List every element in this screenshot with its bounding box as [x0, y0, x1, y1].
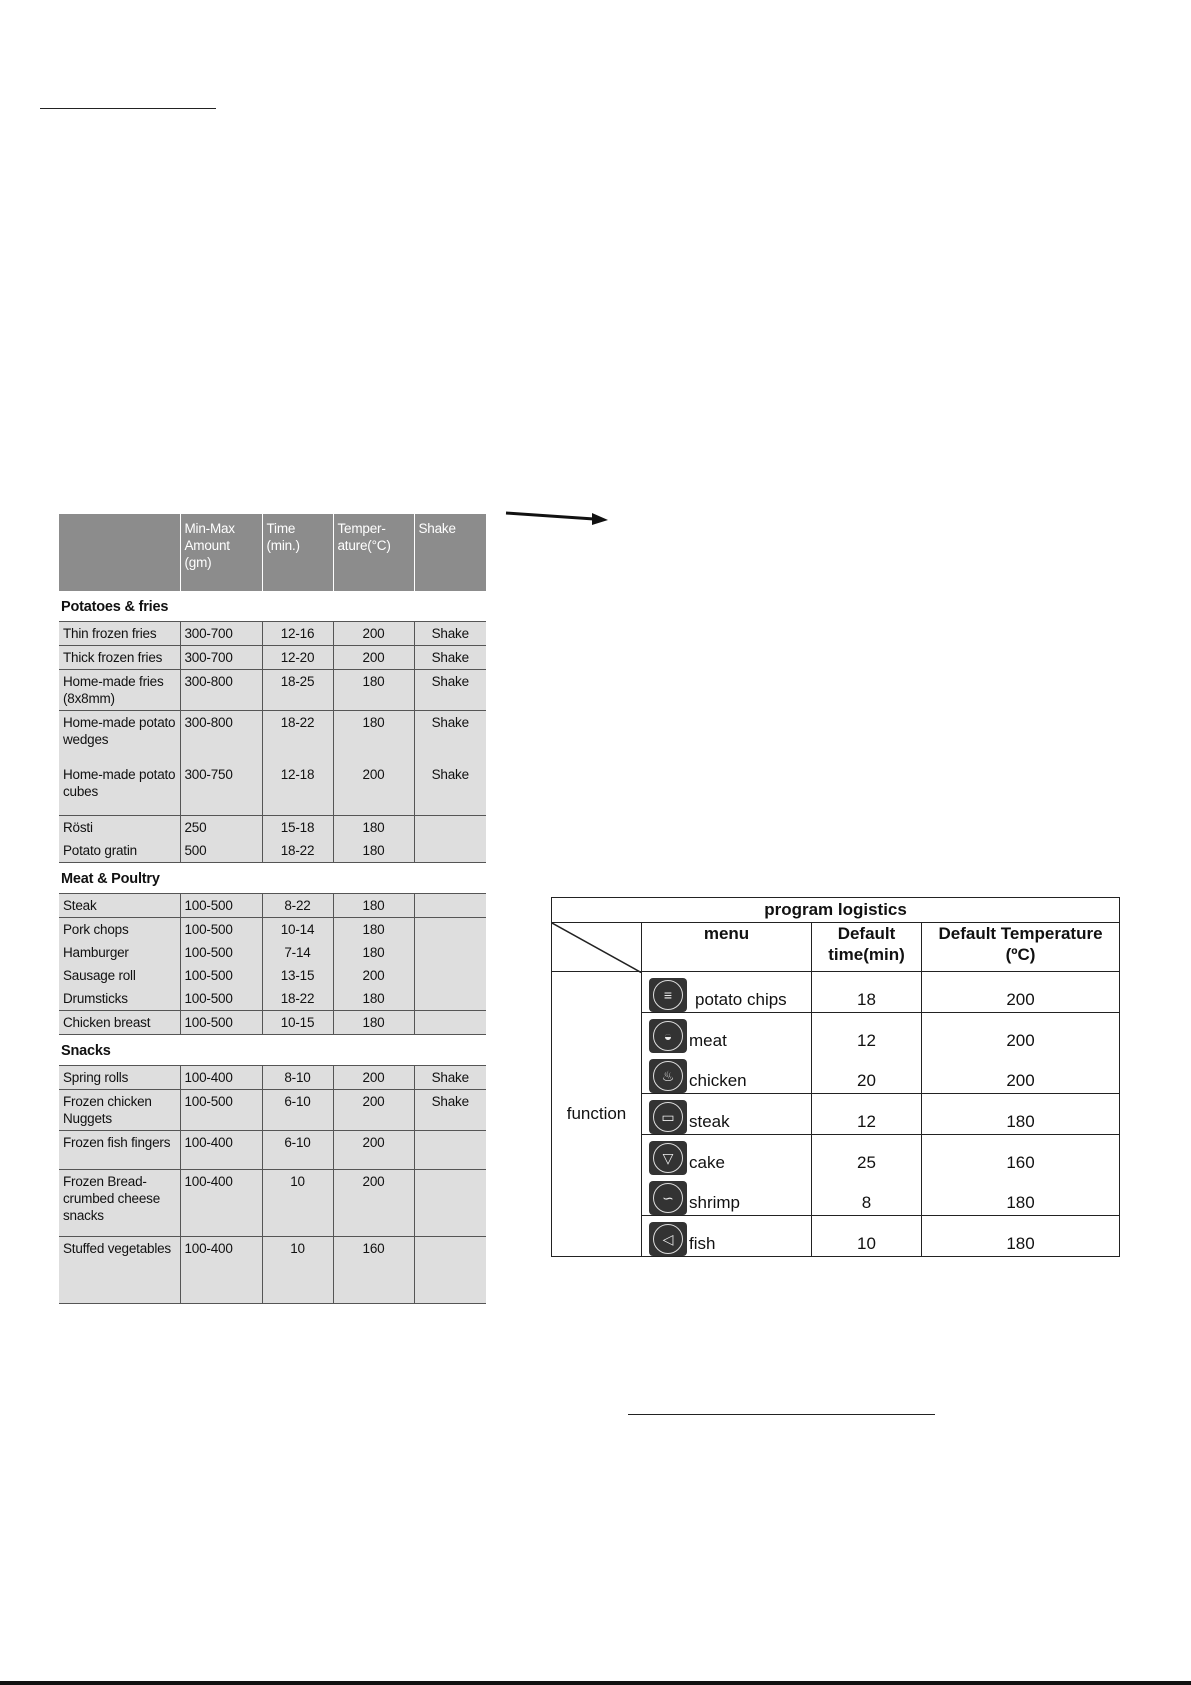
section-row [59, 863, 486, 894]
temperature-cell: 200 [333, 622, 414, 646]
menu-cell [642, 1013, 812, 1094]
food-cell: Home-made potato cubes [59, 763, 180, 816]
amount-cell: 100-500 [180, 964, 262, 987]
food-cell: Thick frozen fries [59, 646, 180, 670]
amount-cell: 100-500 [180, 941, 262, 964]
temperature-cell: 180 [333, 711, 414, 764]
menu-cell [642, 1216, 812, 1257]
section-title: Meat & Poultry [59, 863, 486, 894]
program-table [551, 897, 1120, 1257]
cooking-table-body [59, 591, 486, 1304]
header-temperature: Temper-ature(°C) [333, 514, 414, 591]
amount-cell: 300-800 [180, 670, 262, 711]
shake-cell [414, 894, 486, 918]
amount-cell: 100-400 [180, 1170, 262, 1237]
default-temperature-value: 180 [1006, 1112, 1035, 1131]
time-cell: 10-14 [262, 918, 333, 942]
menu-item-label: potato chips [695, 990, 787, 1009]
menu-item-label: chicken [689, 1071, 747, 1090]
program-group-row [552, 972, 1120, 1013]
temperature-cell: 180 [333, 987, 414, 1011]
default-time-value: 12 [857, 1112, 876, 1131]
food-cell: Hamburger [59, 941, 180, 964]
temperature-cell: 180 [333, 816, 414, 840]
temperature-cell: 200 [333, 1066, 414, 1090]
default-temperature-value: 180 [1006, 1193, 1035, 1212]
chicken-icon [649, 1059, 687, 1093]
menu-item [642, 1216, 811, 1256]
temperature-cell: 200 [333, 1090, 414, 1131]
food-cell: Rösti [59, 816, 180, 840]
time-cell: 18-22 [262, 987, 333, 1011]
table-row [59, 763, 486, 816]
amount-cell: 100-400 [180, 1066, 262, 1090]
default-temperature-value: 200 [1006, 990, 1035, 1009]
header-default-temperature: Default Temperature (ºC) [922, 923, 1120, 972]
shake-cell: Shake [414, 646, 486, 670]
temperature-cell: 180 [333, 670, 414, 711]
time-cell: 12-16 [262, 622, 333, 646]
temperature-cell: 180 [333, 839, 414, 863]
food-cell: Stuffed vegetables [59, 1237, 180, 1304]
meat-glyph: ◒ [653, 1021, 683, 1051]
amount-cell: 100-500 [180, 894, 262, 918]
table-row [59, 670, 486, 711]
food-cell: Steak [59, 894, 180, 918]
food-cell: Chicken breast [59, 1011, 180, 1035]
temperature-cell: 160 [333, 1237, 414, 1304]
fries-glyph: ≡ [653, 980, 683, 1010]
menu-item [642, 1135, 811, 1175]
time-cell [812, 1135, 922, 1216]
temperature-cell [922, 972, 1120, 1013]
amount-cell: 100-500 [180, 918, 262, 942]
section-row [59, 1035, 486, 1066]
table-row [59, 1011, 486, 1035]
temperature-cell: 200 [333, 763, 414, 816]
time-cell: 18-22 [262, 711, 333, 764]
menu-item-label: steak [689, 1112, 730, 1131]
table-row [59, 711, 486, 764]
shrimp-icon [649, 1181, 687, 1215]
food-cell: Frozen Bread-crumbed cheese snacks [59, 1170, 180, 1237]
table-row [59, 964, 486, 987]
temperature-cell [922, 1135, 1120, 1216]
shake-cell [414, 987, 486, 1011]
steak-glyph: ▭ [653, 1102, 683, 1132]
section-title: Snacks [59, 1035, 486, 1066]
food-cell: Spring rolls [59, 1066, 180, 1090]
temperature-cell: 180 [333, 1011, 414, 1035]
default-time-value: 10 [857, 1234, 876, 1253]
table-row [59, 1066, 486, 1090]
food-cell: Home-made potato wedges [59, 711, 180, 764]
page-bottom-band [0, 1681, 1191, 1685]
menu-item [642, 1175, 811, 1215]
shake-cell [414, 1237, 486, 1304]
program-table-container [551, 897, 1119, 1257]
time-cell: 12-20 [262, 646, 333, 670]
time-cell: 8-10 [262, 1066, 333, 1090]
food-cell: Potato gratin [59, 839, 180, 863]
time-cell [812, 1013, 922, 1094]
time-cell [812, 1094, 922, 1135]
shake-cell [414, 1170, 486, 1237]
food-cell: Home-made fries (8x8mm) [59, 670, 180, 711]
time-cell [812, 1216, 922, 1257]
shake-cell: Shake [414, 1090, 486, 1131]
menu-cell [642, 1135, 812, 1216]
time-cell: 10-15 [262, 1011, 333, 1035]
amount-cell: 100-500 [180, 1090, 262, 1131]
table-row [59, 941, 486, 964]
food-cell: Thin frozen fries [59, 622, 180, 646]
menu-cell [642, 972, 812, 1013]
fish-icon [649, 1222, 687, 1256]
table-row [59, 1237, 486, 1304]
menu-item [642, 972, 811, 1012]
temperature-cell: 180 [333, 918, 414, 942]
time-cell: 18-25 [262, 670, 333, 711]
time-cell: 15-18 [262, 816, 333, 840]
cake-icon [649, 1141, 687, 1175]
shake-cell [414, 1131, 486, 1170]
temperature-cell [922, 1094, 1120, 1135]
shake-cell: Shake [414, 670, 486, 711]
shake-cell: Shake [414, 763, 486, 816]
amount-cell: 300-700 [180, 646, 262, 670]
shake-cell [414, 1011, 486, 1035]
diagonal-header-cell [552, 923, 642, 972]
table-row [59, 1090, 486, 1131]
time-cell: 12-18 [262, 763, 333, 816]
header-food [59, 514, 180, 591]
food-cell: Pork chops [59, 918, 180, 942]
diagonal-line-icon [552, 923, 642, 973]
temperature-cell: 180 [333, 941, 414, 964]
default-temperature-value: 180 [1006, 1234, 1035, 1253]
temperature-cell: 180 [333, 894, 414, 918]
meat-icon [649, 1019, 687, 1053]
temperature-cell: 200 [333, 646, 414, 670]
header-menu: menu [642, 923, 812, 972]
header-shake: Shake [414, 514, 486, 591]
cooking-table-header [59, 514, 486, 591]
default-time-value: 25 [857, 1153, 876, 1172]
cake-glyph: ▽ [653, 1143, 683, 1173]
menu-item-label: fish [689, 1234, 716, 1253]
food-cell: Sausage roll [59, 964, 180, 987]
table-row [59, 646, 486, 670]
table-row [59, 894, 486, 918]
temperature-cell: 200 [333, 1170, 414, 1237]
food-cell: Frozen fish fingers [59, 1131, 180, 1170]
shake-cell [414, 918, 486, 942]
chicken-glyph: ♨ [653, 1061, 683, 1091]
default-time-value: 12 [857, 1031, 876, 1050]
fish-glyph: ◁ [653, 1224, 683, 1254]
default-time-value: 18 [857, 990, 876, 1009]
table-row [59, 1170, 486, 1237]
shake-cell: Shake [414, 711, 486, 764]
time-cell: 6-10 [262, 1090, 333, 1131]
menu-item [642, 1094, 811, 1134]
cooking-table-container [59, 514, 486, 1304]
time-cell: 18-22 [262, 839, 333, 863]
shake-cell: Shake [414, 1066, 486, 1090]
bottom-rule [628, 1414, 935, 1415]
program-table-body [552, 972, 1120, 1257]
fries-icon [649, 978, 687, 1012]
temperature-cell: 200 [333, 1131, 414, 1170]
menu-item-label: meat [689, 1031, 727, 1050]
amount-cell: 300-700 [180, 622, 262, 646]
top-rule [40, 108, 216, 109]
time-cell: 7-14 [262, 941, 333, 964]
food-cell: Drumsticks [59, 987, 180, 1011]
header-default-time: Default time(min) [812, 923, 922, 972]
amount-cell: 300-800 [180, 711, 262, 764]
time-cell: 10 [262, 1170, 333, 1237]
section-row [59, 591, 486, 622]
default-temperature-value: 160 [1006, 1153, 1035, 1172]
temperature-cell [922, 1013, 1120, 1094]
program-table-title: program logistics [552, 898, 1120, 923]
table-row [59, 918, 486, 942]
header-time: Time (min.) [262, 514, 333, 591]
time-cell: 10 [262, 1237, 333, 1304]
menu-item-label: cake [689, 1153, 725, 1172]
table-row [59, 839, 486, 863]
amount-cell: 500 [180, 839, 262, 863]
default-time-value: 8 [861, 1193, 872, 1212]
amount-cell: 300-750 [180, 763, 262, 816]
amount-cell: 100-500 [180, 987, 262, 1011]
shake-cell [414, 839, 486, 863]
shake-cell: Shake [414, 622, 486, 646]
temperature-cell: 200 [333, 964, 414, 987]
default-temperature-value: 200 [1006, 1031, 1035, 1050]
default-time-value: 20 [857, 1071, 876, 1090]
amount-cell: 100-400 [180, 1131, 262, 1170]
function-label: function [552, 972, 642, 1257]
menu-item-label: shrimp [689, 1193, 741, 1212]
shrimp-glyph: ∽ [653, 1183, 683, 1213]
steak-icon [649, 1100, 687, 1134]
shake-cell [414, 964, 486, 987]
time-cell [812, 972, 922, 1013]
menu-item [642, 1053, 811, 1093]
shake-cell [414, 941, 486, 964]
table-row [59, 816, 486, 840]
table-row [59, 1131, 486, 1170]
amount-cell: 250 [180, 816, 262, 840]
time-cell: 8-22 [262, 894, 333, 918]
menu-item [642, 1013, 811, 1053]
table-row [59, 987, 486, 1011]
arrow-icon [504, 504, 609, 530]
shake-cell [414, 816, 486, 840]
food-cell: Frozen chicken Nuggets [59, 1090, 180, 1131]
section-title: Potatoes & fries [59, 591, 486, 622]
table-row [59, 622, 486, 646]
header-amount: Min-Max Amount (gm) [180, 514, 262, 591]
menu-cell [642, 1094, 812, 1135]
amount-cell: 100-400 [180, 1237, 262, 1304]
time-cell: 6-10 [262, 1131, 333, 1170]
amount-cell: 100-500 [180, 1011, 262, 1035]
temperature-cell [922, 1216, 1120, 1257]
time-cell: 13-15 [262, 964, 333, 987]
cooking-table [59, 514, 486, 1304]
default-temperature-value: 200 [1006, 1071, 1035, 1090]
